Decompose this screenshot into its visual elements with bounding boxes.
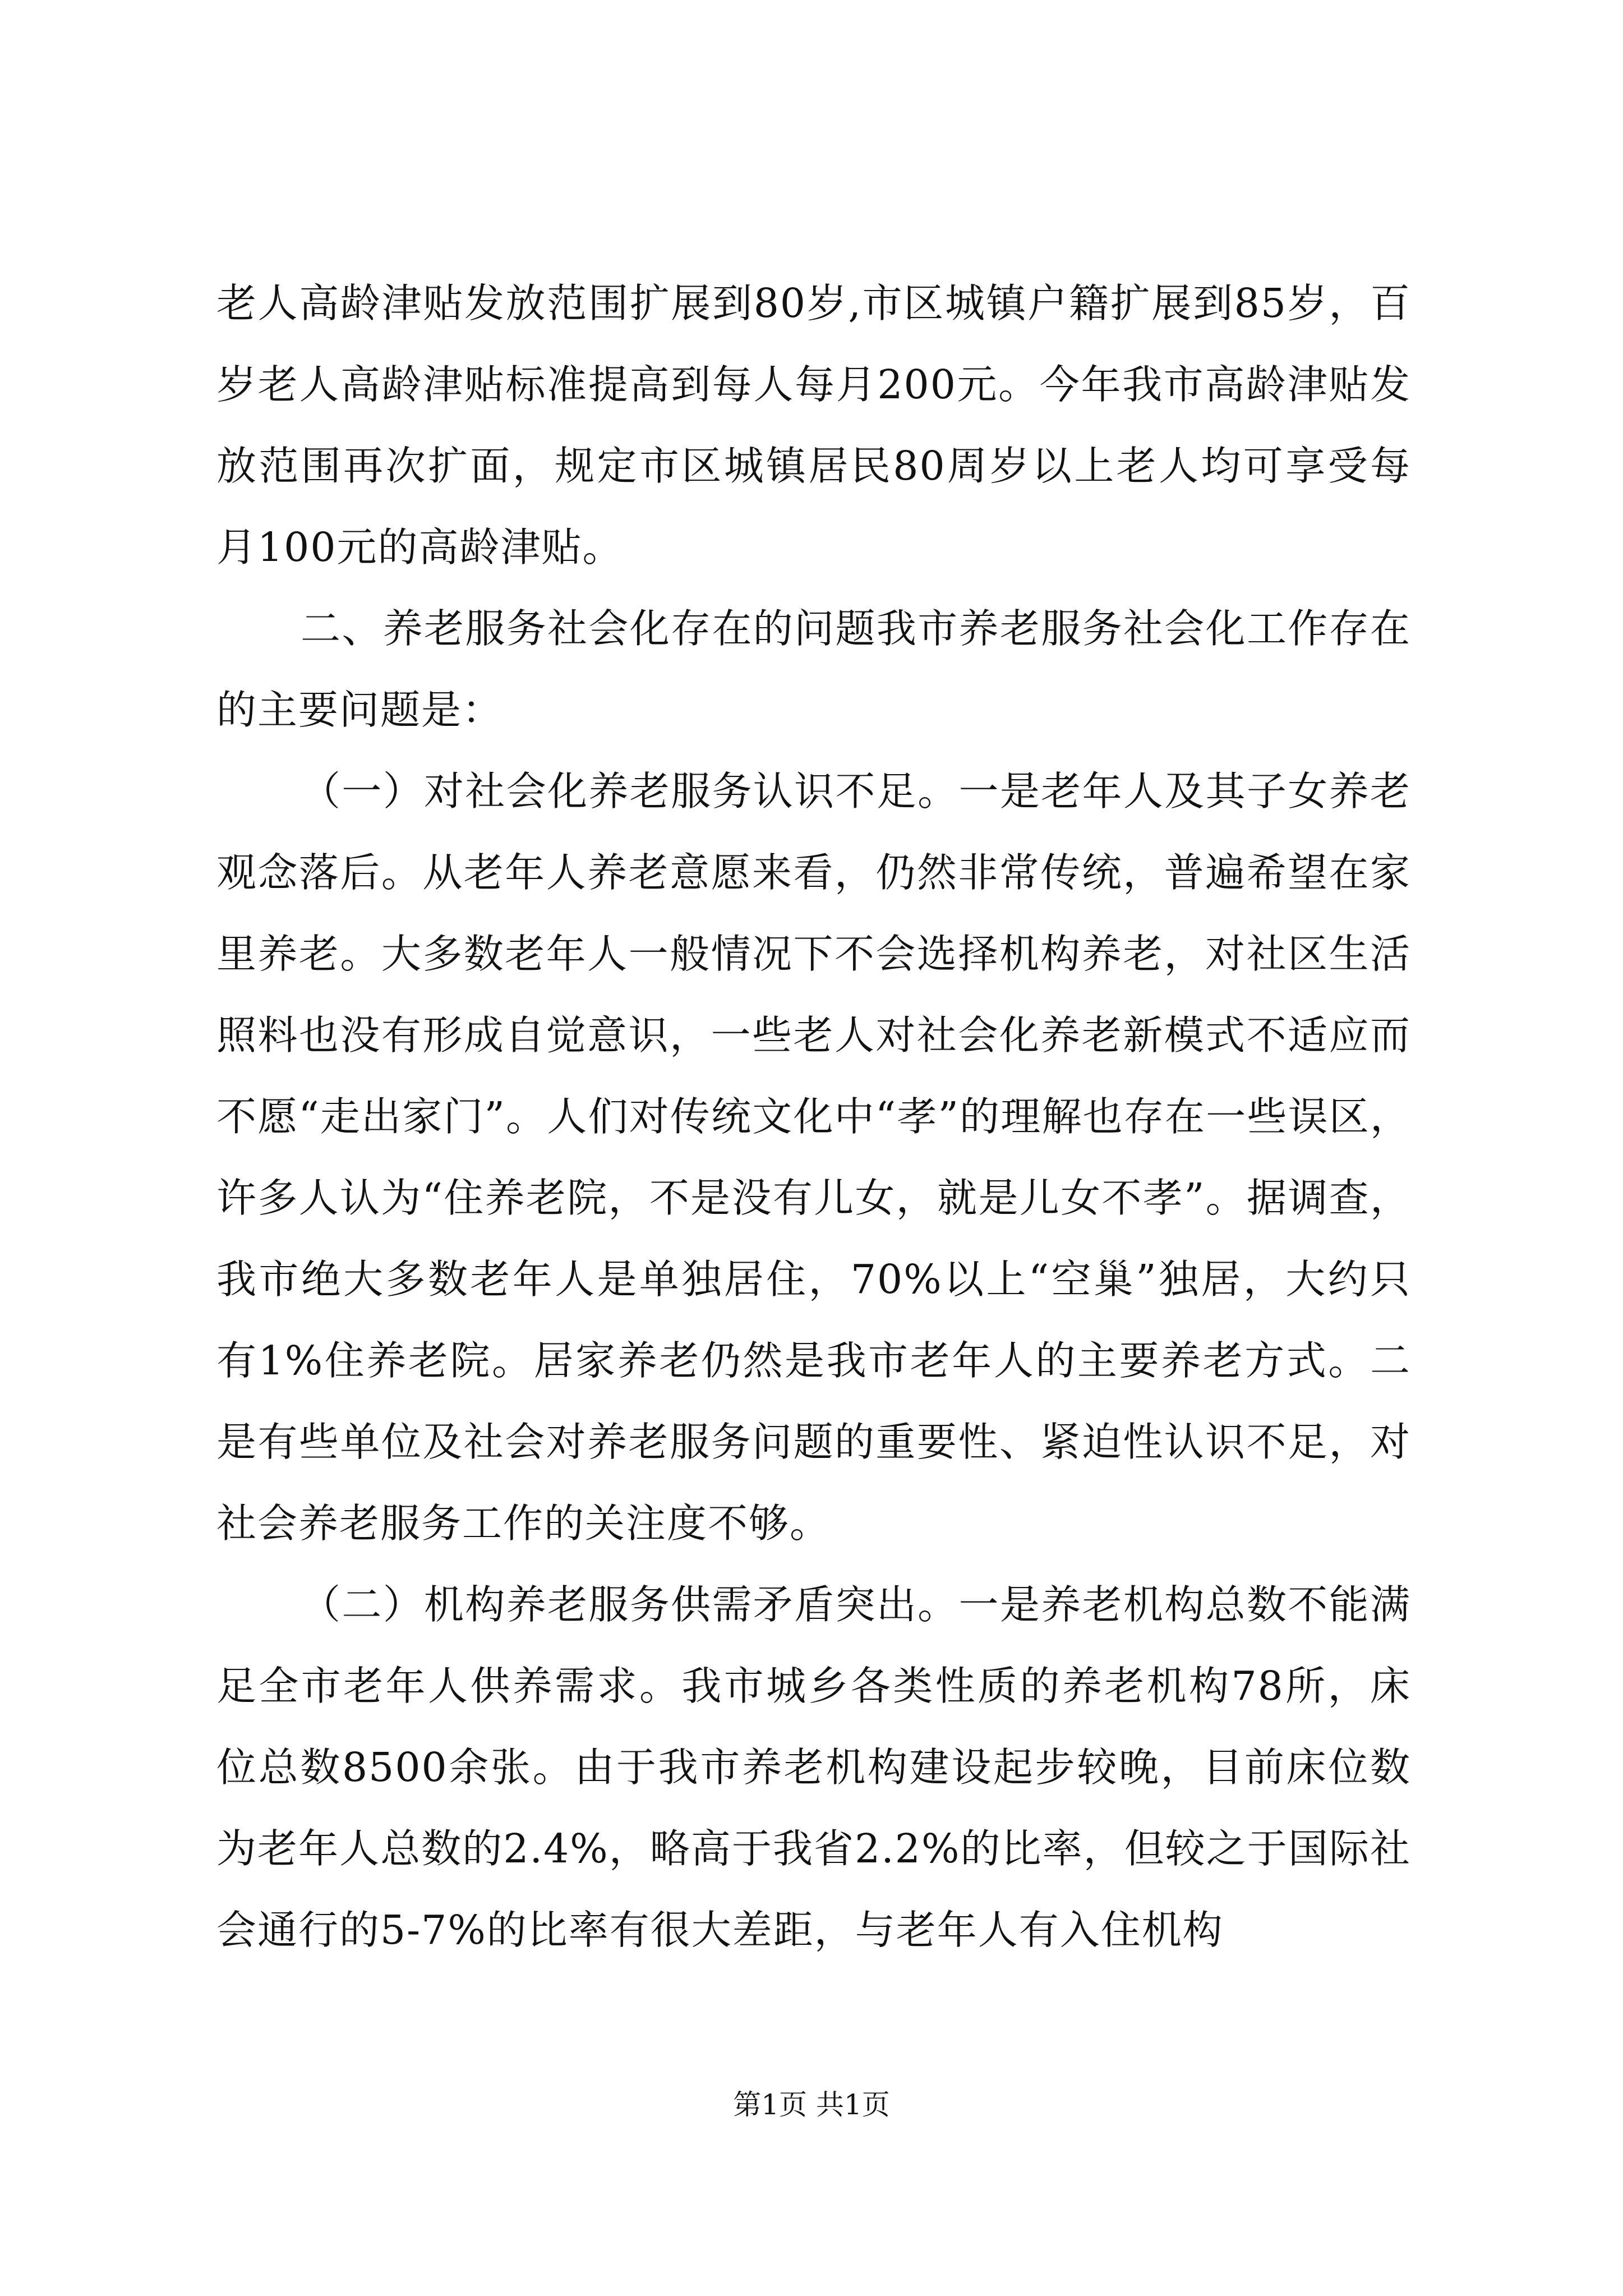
paragraph-item-2: （二）机构养老服务供需矛盾突出。一是养老机构总数不能满足全市老年人供养需求。我市城乡各类性质的养老机构78所，床位总数8500余张。由于我市养老机构建设起步较晚，目前床位数为老年人总数的2.4%，略高于我省2.2%的比率，但较之于国际社会通行的5-7%的比率有很大差距，与老年人有入住机构 [216, 1581, 1411, 1953]
paragraph-section-heading: 二、养老服务社会化存在的问题我市养老服务社会化工作存在的主要问题是： [216, 605, 1411, 733]
page-footer: 第1页 共1页 [733, 2088, 890, 2121]
document-body [216, 263, 1411, 1971]
paragraph-continuation: 老人高龄津贴发放范围扩展到80岁,市区城镇户籍扩展到85岁，百岁老人高龄津贴标准提高到每人每月200元。今年我市高龄津贴发放范围再次扩面，规定市区城镇居民80周岁以上老人均可享受每月100元的高龄津贴。 [216, 280, 1411, 570]
paragraph-item-1: （一）对社会化养老服务认识不足。一是老年人及其子女养老观念落后。从老年人养老意愿来看，仍然非常传统，普遍希望在家里养老。大多数老年人一般情况下不会选择机构养老，对社区生活照料也没有形成自觉意识，一些老人对社会化养老新模式不适应而不愿“走出家门”。人们对传统文化中“孝”的理解也存在一些误区，许多人认为“住养老院，不是没有儿女，就是儿女不孝”。据调查，我市绝大多数老年人是单独居住，70%以上“空巢”独居，大约只有1%住养老院。居家养老仍然是我市老年人的主要养老方式。二是有些单位及社会对养老服务问题的重要性、紧迫性认识不足，对社会养老服务工作的关注度不够。 [216, 768, 1411, 1547]
